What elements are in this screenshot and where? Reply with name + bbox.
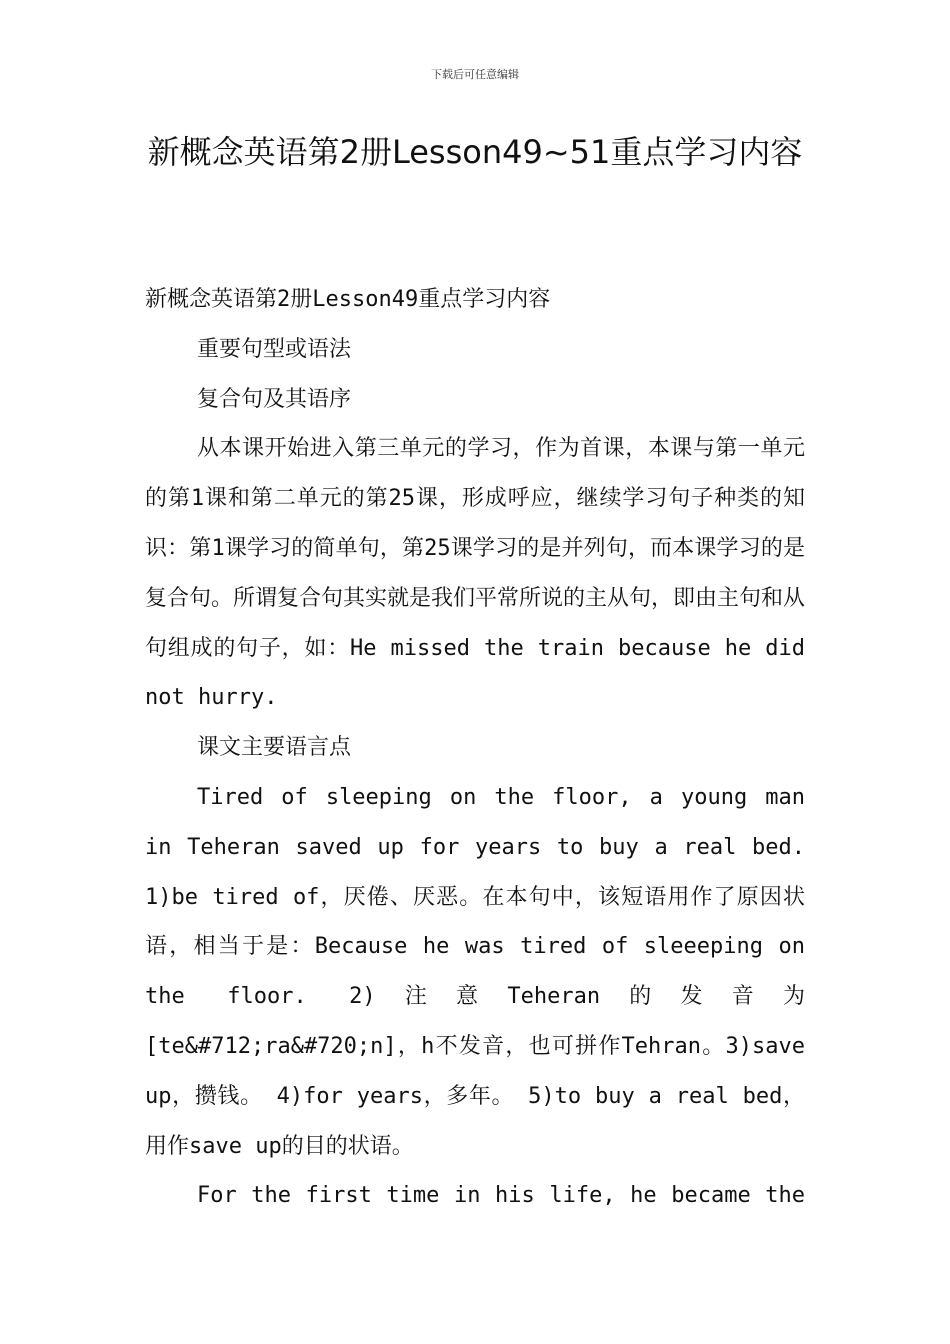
paragraph-continued: For the first time in his life, he became the (197, 1183, 805, 1209)
header-note: 下载后可任意编辑 (431, 68, 519, 81)
paragraph-language-points: Tired of sleeping on the floor, a young man in Teheran saved up for years to buy a real bed. 1)be tired of，厌倦、厌恶。在本句中，该短语用作了原因状语，相当于是：Because he was tired of sleeeping on the floor. 2)注意Teheran的发音为[te&#712;ra&#720;n]，h不发音，也可拼作Tehran。3)save up，攒钱。 4)for years，多年。 5)to buy a real bed，用作save up的目的状语。 (145, 784, 805, 1159)
subheading-grammar: 重要句型或语法 (197, 336, 352, 362)
subheading-compound-sentence: 复合句及其语序 (197, 386, 352, 412)
paragraph-intro: 从本课开始进入第三单元的学习，作为首课，本课与第一单元的第1课和第二单元的第25课，形成呼应，继续学习句子种类的知识：第1课学习的简单句，第25课学习的是并列句，而本课学习的是复合句。所谓复合句其实就是我们平常所说的主从句，即由主句和从句组成的句子，如：He missed the train because he did not hurry. (145, 436, 806, 711)
document-title: 新概念英语第2册Lesson49~51重点学习内容 (147, 133, 803, 171)
document-body (145, 275, 805, 1221)
section-heading: 新概念英语第2册Lesson49重点学习内容 (145, 287, 551, 312)
subheading-language-points: 课文主要语言点 (197, 735, 352, 761)
